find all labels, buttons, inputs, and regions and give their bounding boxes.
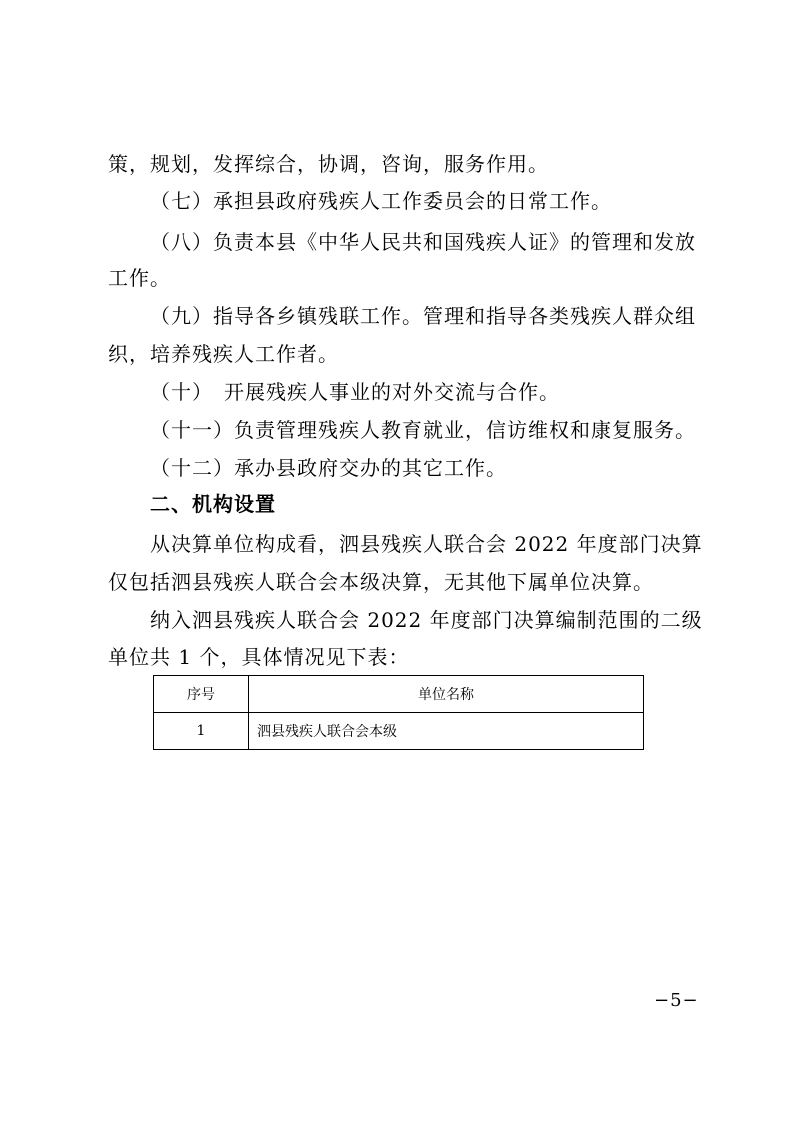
paragraph-line: 单位共 1 个，具体情况见下表： bbox=[108, 645, 410, 669]
paragraph-line: 工作。 bbox=[108, 266, 171, 290]
header-index: 序号 bbox=[154, 676, 249, 713]
units-table bbox=[153, 675, 644, 750]
section-heading: 二、机构设置 bbox=[150, 492, 276, 516]
paragraph-line: 织，培养残疾人工作者。 bbox=[108, 342, 339, 366]
paragraph-line: （八）负责本县《中华人民共和国残疾人证》的管理和发放 bbox=[150, 230, 696, 254]
page-number: −5− bbox=[654, 990, 699, 1011]
paragraph-line: 纳入泗县残疾人联合会 2022 年度部门决算编制范围的二级 bbox=[150, 608, 703, 632]
paragraph-line: 从决算单位构成看，泗县残疾人联合会 2022 年度部门决算 bbox=[150, 532, 703, 556]
paragraph-line: 策，规划，发挥综合，协调，咨询，服务作用。 bbox=[108, 152, 549, 176]
paragraph-line: （十） 开展残疾人事业的对外交流与合作。 bbox=[150, 380, 560, 404]
paragraph-line: （十一）负责管理残疾人教育就业，信访维权和康复服务。 bbox=[150, 418, 696, 442]
cell-index: 1 bbox=[154, 713, 249, 750]
paragraph-line: 仅包括泗县残疾人联合会本级决算，无其他下属单位决算。 bbox=[108, 570, 654, 594]
table-row bbox=[154, 713, 644, 750]
header-unit-name: 单位名称 bbox=[249, 676, 644, 713]
paragraph-line: （十二）承办县政府交办的其它工作。 bbox=[150, 456, 507, 480]
paragraph-line: （九）指导各乡镇残联工作。管理和指导各类残疾人群众组 bbox=[150, 304, 696, 328]
paragraph-line: （七）承担县政府残疾人工作委员会的日常工作。 bbox=[150, 189, 612, 213]
table-header-row bbox=[154, 676, 644, 713]
cell-unit-name: 泗县残疾人联合会本级 bbox=[249, 713, 644, 750]
